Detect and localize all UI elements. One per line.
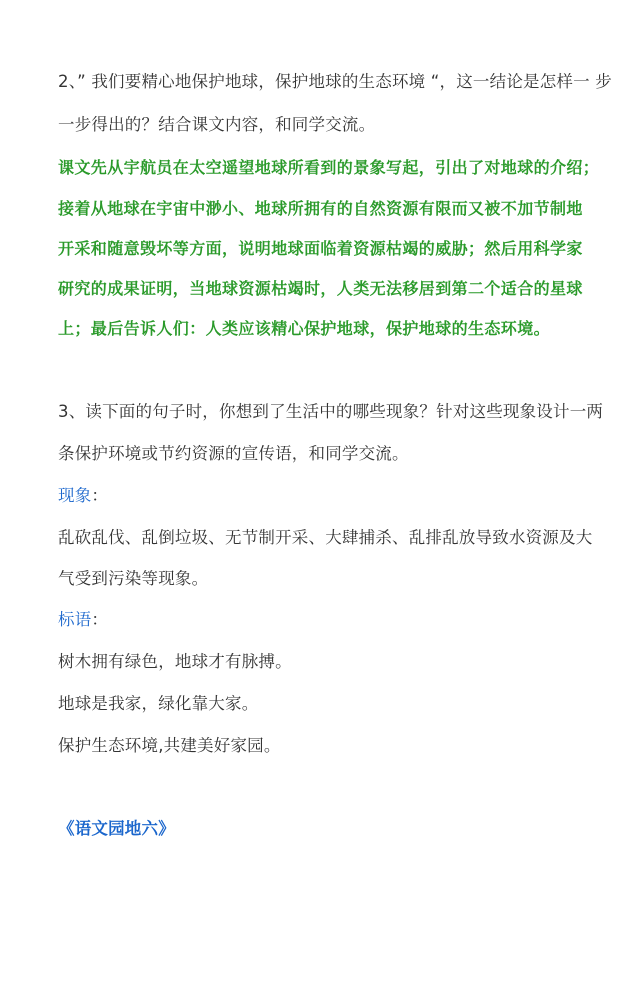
slogans-heading (58, 609, 108, 631)
phenomena-heading (58, 485, 108, 507)
slogan-item-1: 树木拥有绿色，地球才有脉搏。 (58, 652, 292, 671)
slogans-colon: ： (91, 610, 109, 629)
answer-2-line-2: 接着从地球在宇宙中渺小、地球所拥有的自然资源有限而又被不加节制地 (58, 199, 583, 218)
phenomena-line-2: 气受到污染等现象。 (58, 569, 209, 588)
slogans-label: 标语 (58, 610, 92, 629)
question-2-line-2: 一步得出的？结合课文内容，和同学交流。 (58, 115, 376, 134)
question-3-line-2: 条保护环境或节约资源的宣传语，和同学交流。 (58, 444, 409, 463)
phenomena-label: 现象 (58, 486, 92, 505)
answer-2-line-1: 课文先从宇航员在太空遥望地球所看到的景象写起，引出了对地球的介绍； (58, 158, 600, 177)
question-3-line-1: 3、读下面的句子时，你想到了生活中的哪些现象？针对这些现象设计一两 (58, 402, 604, 421)
slogan-item-2: 地球是我家，绿化靠大家。 (58, 694, 259, 713)
footer-link-yuwen-yuandi-6[interactable]: 《语文园地六》 (58, 819, 175, 838)
answer-2-line-5: 上；最后告诉人们：人类应该精心保护地球，保护地球的生态环境。 (58, 319, 551, 338)
slogan-item-3: 保护生态环境,共建美好家园。 (58, 736, 281, 755)
answer-2-line-3: 开采和随意毁坏等方面，说明地球面临着资源枯竭的威胁；然后用科学家 (58, 239, 583, 258)
phenomena-colon: ： (91, 486, 109, 505)
phenomena-line-1: 乱砍乱伐、乱倒垃圾、无节制开采、大肆捕杀、乱排乱放导致水资源及大 (58, 528, 593, 547)
question-2-line-1: 2、” 我们要精心地保护地球，保护地球的生态环境 “，这一结论是怎样一 步 (58, 72, 612, 91)
answer-2-line-4: 研究的成果证明，当地球资源枯竭时，人类无法移居到第二个适合的星球 (58, 279, 583, 298)
